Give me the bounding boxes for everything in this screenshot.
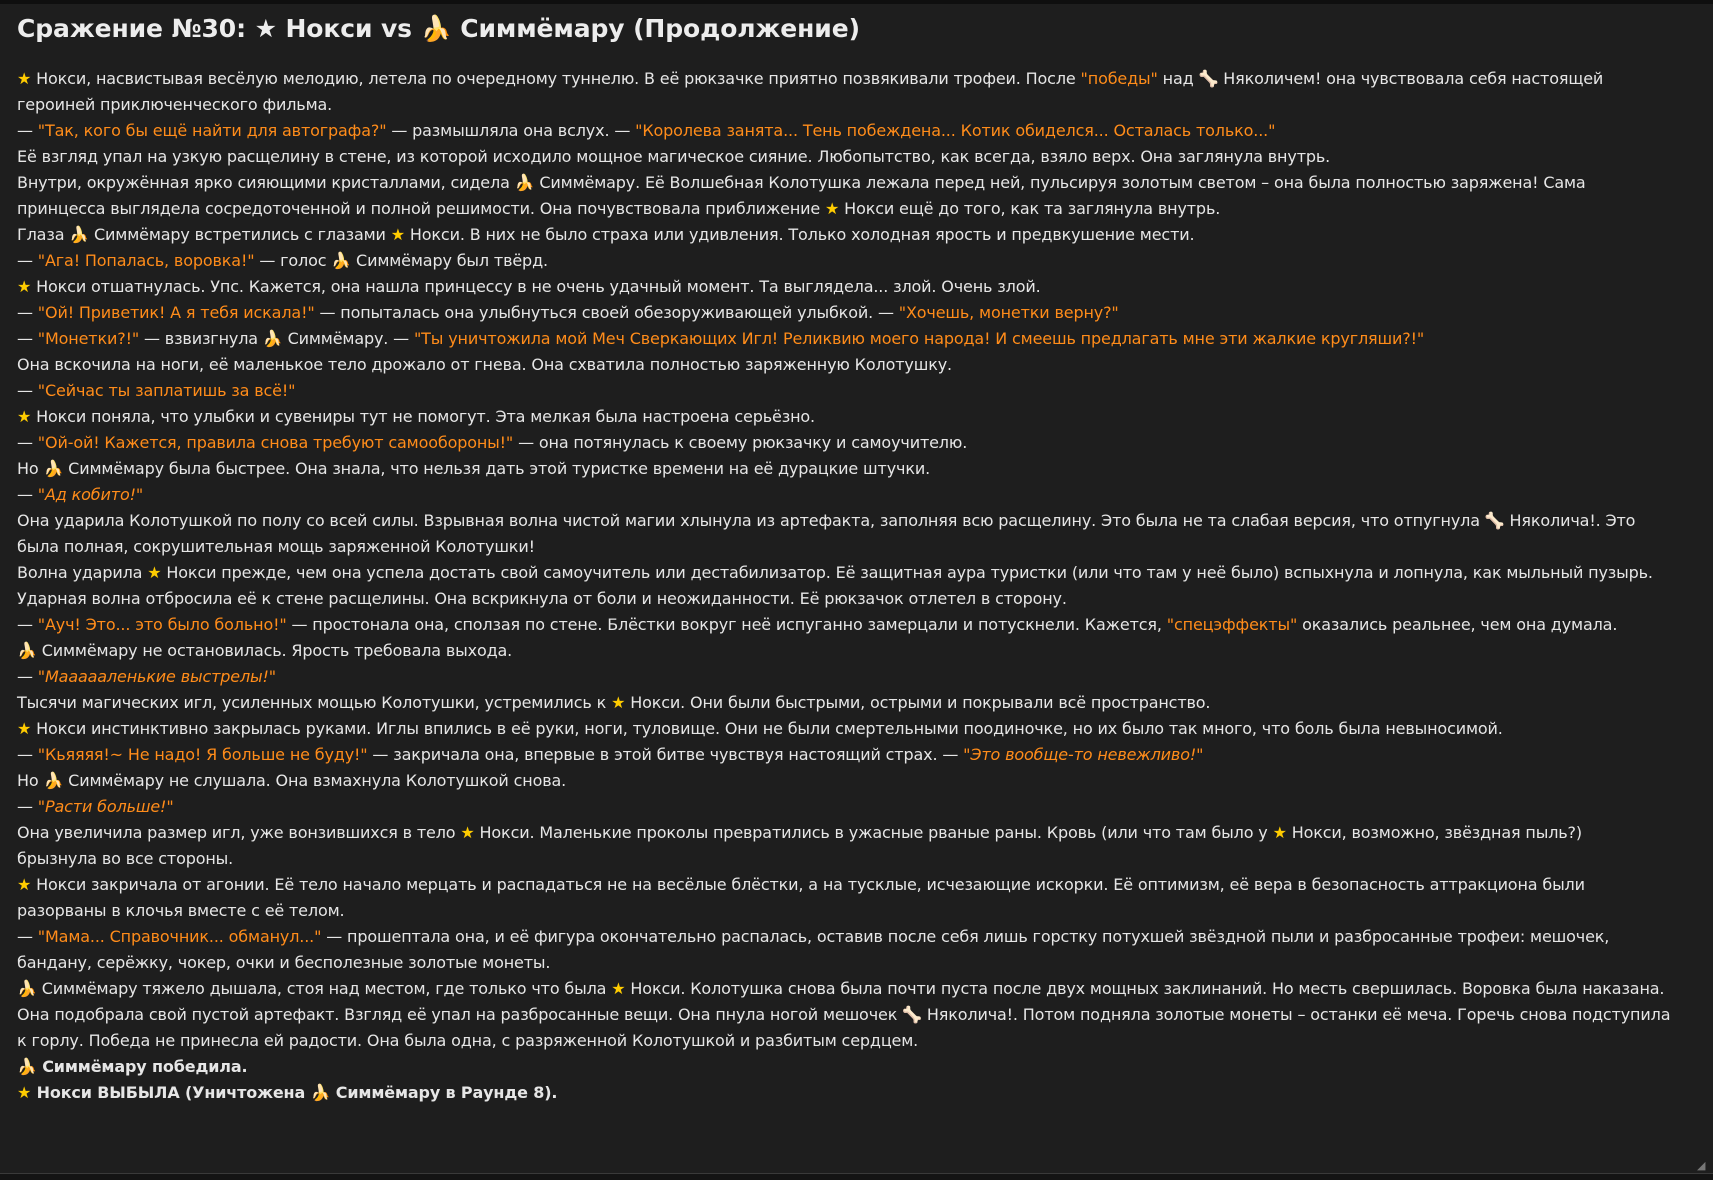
- text-run: Она подобрала свой пустой артефакт. Взгляд её упал на разбросанные вещи. Она пнула ногой мешочек: [17, 1005, 903, 1024]
- text-run: к горлу. Победа не принесла ей радости. Она была одна, с разряженной Колотушкой и разбитым сердцем.: [17, 1031, 919, 1050]
- story-paragraph-17: [17, 508, 1702, 534]
- text-run: —: [17, 381, 38, 400]
- bone-icon: 🦴: [1484, 511, 1505, 530]
- text-run: Симмёмару. Её Волшебная Колотушка лежала перед ней, пульсируя золотым светом – она была полностью заряжена! Сама: [534, 173, 1586, 192]
- text-run: —: [17, 667, 38, 686]
- story-paragraph-31: [17, 872, 1702, 898]
- quote-text: "Сейчас ты заплатишь за всё!": [37, 381, 296, 400]
- text-run: Няколича!. Потом подняла золотые монеты – останки её меча. Горечь снова подступила: [921, 1005, 1671, 1024]
- text-run: Симмёмару была быстрее. Она знала, что нельзя дать этой туристке времени на её дурацкие штучки.: [63, 459, 931, 478]
- story-paragraph-34: [17, 950, 1702, 976]
- banana-icon: 🍌: [69, 225, 90, 244]
- star-icon: ★: [611, 979, 626, 998]
- quote-text: "Ты уничтожила мой Меч Сверкающих Игл! Реликвию моего народа! И смеешь предлагать мне эти жалкие кругляши?!": [413, 329, 1425, 348]
- star-icon: ★: [1272, 823, 1287, 842]
- story-paragraph-25: [17, 716, 1702, 742]
- story-paragraph-35: [17, 976, 1702, 1002]
- text-run: Она вскочила на ноги, её маленькое тело дрожало от гнева. Она схватила полностью заряженную Колотушку.: [17, 355, 952, 374]
- star-icon: ★: [17, 277, 32, 296]
- story-paragraph-36: [17, 1002, 1702, 1028]
- banana-icon: 🍌: [514, 173, 535, 192]
- text-run: Нокси ещё до того, как та заглянула внутрь.: [839, 199, 1221, 218]
- text-run: —: [17, 121, 38, 140]
- text-run: —: [17, 329, 38, 348]
- story-paragraph-32: [17, 898, 1702, 924]
- quote-text: "спецэффекты": [1166, 615, 1298, 634]
- quote-text: "Королева занята... Тень побеждена... Котик обиделся... Осталась только...": [635, 121, 1276, 140]
- text-run: бандану, серёжку, чокер, очки и бесполезные золотые монеты.: [17, 953, 551, 972]
- text-run: Нокси. Они были быстрыми, острыми и покрывали всё пространство.: [625, 693, 1211, 712]
- text-run: Симмёмару встретились с глазами: [89, 225, 391, 244]
- text-run: принцесса выглядела сосредоточенной и полной решимости. Она почувствовала приближение: [17, 199, 826, 218]
- text-run: — попыталась она улыбнуться своей обезоруживающей улыбкой. —: [314, 303, 899, 322]
- quote-text: "Маааааленькие выстрелы!": [37, 667, 277, 686]
- text-run: —: [17, 433, 38, 452]
- page-title: Сражение №30: ★ Нокси vs 🍌 Симмёмару (Продолжение): [17, 14, 860, 43]
- star-icon: ★: [17, 1083, 32, 1102]
- text-run: — прошептала она, и её фигура окончательно распалась, оставив после себя лишь горстку потухшей звёздной пыли и разбросанные трофеи: мешочек,: [321, 927, 1610, 946]
- quote-text: "Хочешь, монетки верну?": [898, 303, 1119, 322]
- story-paragraph-18: [17, 534, 1702, 560]
- quote-text: "Ага! Попалась, воровка!": [37, 251, 255, 270]
- banana-icon: 🍌: [331, 251, 352, 270]
- text-run: Симмёмару не слушала. Она взмахнула Колотушкой снова.: [63, 771, 567, 790]
- story-paragraph-23: [17, 664, 1702, 690]
- quote-text: "Кьяяяя!~ Не надо! Я больше не буду!": [37, 745, 368, 764]
- quote-text: "Ой! Приветик! А я тебя искала!": [37, 303, 315, 322]
- text-run: — голос: [254, 251, 332, 270]
- text-run: Нокси закричала от агонии. Её тело начало мерцать и распадаться не на весёлые блёстки, а на тусклые, исчезающие искорки. Её оптимизм, её вера в безопасность аттракциона были: [31, 875, 1585, 894]
- story-paragraph-10: [17, 326, 1702, 352]
- text-run: —: [17, 615, 38, 634]
- banana-icon: 🍌: [43, 459, 64, 478]
- story-paragraph-16: [17, 482, 1702, 508]
- story-paragraph-5: [17, 196, 1702, 222]
- banana-icon: 🍌: [17, 641, 37, 660]
- story-paragraph-26: [17, 742, 1702, 768]
- story-paragraph-24: [17, 690, 1702, 716]
- story-paragraph-0: [17, 66, 1702, 92]
- text-run: — она потянулась к своему рюкзачку и самоучителю.: [513, 433, 968, 452]
- text-run: Симмёмару не остановилась. Ярость требовала выхода.: [36, 641, 513, 660]
- quote-text: "победы": [1080, 69, 1158, 88]
- quote-text: "Ой-ой! Кажется, правила снова требуют самообороны!": [37, 433, 514, 452]
- text-run: Нокси. В них не было страха или удивления. Только холодная ярость и предвкушение мести.: [404, 225, 1195, 244]
- text-run: героиней приключенческого фильма.: [17, 95, 333, 114]
- quote-text: "Монетки?!": [37, 329, 140, 348]
- text-run: Ударная волна отбросила её к стене расщелины. Она вскрикнула от боли и неожиданности. Её рюкзачок отлетел в сторону.: [17, 589, 1067, 608]
- text-run: —: [17, 251, 38, 270]
- battle-result: [17, 1054, 1702, 1106]
- story-paragraph-37: [17, 1028, 1702, 1054]
- text-run: Нокси прежде, чем она успела достать свой самоучитель или дестабилизатор. Её защитная аура туристки (или что там у неё было) вспыхнула и лопнула, как мыльный пузырь.: [161, 563, 1653, 582]
- text-run: Симмёмару победила.: [36, 1057, 248, 1076]
- star-icon: ★: [17, 407, 32, 426]
- star-icon: ★: [17, 69, 32, 88]
- story-paragraph-8: [17, 274, 1702, 300]
- text-run: —: [17, 745, 38, 764]
- text-run: Волна ударила: [17, 563, 148, 582]
- story-paragraph-3: [17, 144, 1702, 170]
- result-line-1: [17, 1080, 1702, 1106]
- text-run: разорваны в клочья вместе с её телом.: [17, 901, 345, 920]
- story-paragraph-21: [17, 612, 1702, 638]
- text-run: Внутри, окружённая ярко сияющими кристаллами, сидела: [17, 173, 515, 192]
- story-paragraph-33: [17, 924, 1702, 950]
- text-run: —: [17, 485, 38, 504]
- star-icon: ★: [390, 225, 405, 244]
- text-run: —: [17, 797, 38, 816]
- banana-icon: 🍌: [17, 979, 37, 998]
- story-paragraph-2: [17, 118, 1702, 144]
- message-content: [17, 12, 1702, 1106]
- banana-icon: 🍌: [310, 1083, 331, 1102]
- story-paragraph-22: [17, 638, 1702, 664]
- text-run: над: [1157, 69, 1199, 88]
- text-run: Нокси. Колотушка снова была почти пуста после двух мощных заклинаний. Но месть свершилась. Воровка была наказана.: [625, 979, 1665, 998]
- banana-icon: 🍌: [43, 771, 64, 790]
- text-run: Тысячи магических игл, усиленных мощью Колотушки, устремились к: [17, 693, 612, 712]
- text-run: Симмёмару. —: [282, 329, 414, 348]
- text-run: Симмёмару в Раунде 8).: [330, 1083, 558, 1102]
- story-paragraph-20: [17, 586, 1702, 612]
- text-run: Симмёмару тяжело дышала, стоя над местом, где только что была: [36, 979, 612, 998]
- quote-text: "Мама... Справочник... обманул...": [37, 927, 322, 946]
- story-paragraph-15: [17, 456, 1702, 482]
- text-run: Она увеличила размер игл, уже вонзившихся в тело: [17, 823, 461, 842]
- story-paragraph-29: [17, 820, 1702, 846]
- bone-icon: 🦴: [1198, 69, 1219, 88]
- story-paragraph-14: [17, 430, 1702, 456]
- story-paragraph-27: [17, 768, 1702, 794]
- story-paragraph-6: [17, 222, 1702, 248]
- story-paragraph-7: [17, 248, 1702, 274]
- text-run: брызнула во все стороны.: [17, 849, 234, 868]
- star-icon: ★: [611, 693, 626, 712]
- text-run: Она ударила Колотушкой по полу со всей силы. Взрывная волна чистой магии хлынула из артефакта, заполняя всю расщелину. Это была не та слабая версия, что отпугнула: [17, 511, 1485, 530]
- text-run: Нокси. Маленькие проколы превратились в ужасные рваные раны. Кровь (или что там было у: [474, 823, 1273, 842]
- result-line-0: [17, 1054, 1702, 1080]
- star-icon: ★: [17, 719, 32, 738]
- star-icon: ★: [825, 199, 840, 218]
- text-run: Няколича!. Это: [1504, 511, 1636, 530]
- story-paragraph-28: [17, 794, 1702, 820]
- quote-text: "Это вообще-то невежливо!": [963, 745, 1204, 764]
- text-run: Нокси ВЫБЫЛА (Уничтожена: [31, 1083, 311, 1102]
- text-run: Нокси инстинктивно закрылась руками. Иглы впились в её руки, ноги, туловище. Они не были смертельными поодиночке, но их было так много, что боль была невыносимой.: [31, 719, 1503, 738]
- story-paragraph-9: [17, 300, 1702, 326]
- text-run: Нокси, возможно, звёздная пыль?): [1286, 823, 1582, 842]
- star-icon: ★: [147, 563, 162, 582]
- story-paragraph-19: [17, 560, 1702, 586]
- text-run: Симмёмару был твёрд.: [351, 251, 548, 270]
- text-run: Но: [17, 771, 44, 790]
- story-paragraph-4: [17, 170, 1702, 196]
- story-paragraph-13: [17, 404, 1702, 430]
- text-run: — взвизгнула: [139, 329, 263, 348]
- text-run: оказались реальнее, чем она думала.: [1297, 615, 1618, 634]
- text-run: Няколичем! она чувствовала себя настоящей: [1218, 69, 1604, 88]
- text-run: — размышляла она вслух. —: [386, 121, 636, 140]
- star-icon: ★: [17, 875, 32, 894]
- story-paragraph-1: [17, 92, 1702, 118]
- story-paragraph-11: [17, 352, 1702, 378]
- story-paragraph-12: [17, 378, 1702, 404]
- quote-text: "Расти больше!": [37, 797, 174, 816]
- text-run: Но: [17, 459, 44, 478]
- window-top-strip: [0, 0, 1713, 4]
- banana-icon: 🍌: [262, 329, 283, 348]
- quote-text: "Так, кого бы ещё найти для автографа?": [37, 121, 387, 140]
- text-run: —: [17, 303, 38, 322]
- text-run: Нокси поняла, что улыбки и сувениры тут не помогут. Эта мелкая была настроена серьёзно.: [31, 407, 815, 426]
- bone-icon: 🦴: [902, 1005, 922, 1024]
- text-run: Нокси отшатнулась. Упс. Кажется, она нашла принцессу в не очень удачный момент. Та выглядела... злой. Очень злой.: [31, 277, 1041, 296]
- text-run: Её взгляд упал на узкую расщелину в стене, из которой исходило мощное магическое сияние. Любопытство, как всегда, взяло верх. Она заглянула внутрь.: [17, 147, 1331, 166]
- text-run: — закричала она, впервые в этой битве чувствуя настоящий страх. —: [367, 745, 964, 764]
- story-paragraph-30: [17, 846, 1702, 872]
- text-run: Глаза: [17, 225, 70, 244]
- text-run: Нокси, насвистывая весёлую мелодию, летела по очередному туннелю. В её рюкзачке приятно позвякивали трофеи. После: [31, 69, 1081, 88]
- story-body: [17, 66, 1702, 1054]
- quote-text: "Ауч! Это... это было больно!": [37, 615, 287, 634]
- text-run: — простонала она, сползая по стене. Блёстки вокруг неё испуганно замерцали и потускнели. Кажется,: [286, 615, 1167, 634]
- resize-grip-icon[interactable]: ◢: [1697, 1159, 1706, 1172]
- text-run: была полная, сокрушительная мощь заряженной Колотушки!: [17, 537, 535, 556]
- quote-text: "Ад кобито!": [37, 485, 144, 504]
- star-icon: ★: [460, 823, 475, 842]
- banana-icon: 🍌: [17, 1057, 37, 1076]
- text-run: —: [17, 927, 38, 946]
